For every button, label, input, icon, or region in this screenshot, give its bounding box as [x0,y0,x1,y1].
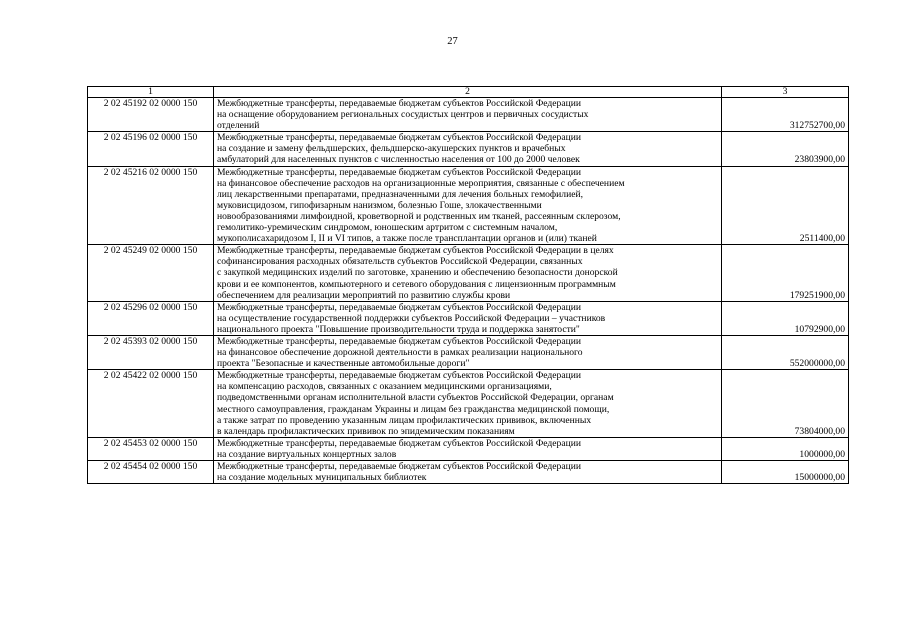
description-cell: Межбюджетные трансферты, передаваемые бюджетам субъектов Российской Федерации на создание и замену фельдшерских, фельдшерско-акушерских пунктов и врачебных амбулаторий для населенных пунктов с численностью населения от 100 до 2000 человек [214,132,722,166]
description-cell: Межбюджетные трансферты, передаваемые бюджетам субъектов Российской Федерации в целях софинансирования расходных обязательств субъектов Российской Федерации, связанных с закупкой медицинских изделий по заготовке, хранению и обеспечению безопасности донорской крови и ее компонентов, компьютерного и сетевого оборудования с лицензионным программным обеспечением для реализации мероприятий по развитию службы крови [214,245,722,301]
description-cell: Межбюджетные трансферты, передаваемые бюджетам субъектов Российской Федерации на компенсацию расходов, связанных с оказанием медицинскими организациями, подведомственными органам исполнительной власти субъектов Российской Федерации, органам местного самоуправления, гражданам Украины и лицам без гражданства медицинской помощи, а также затрат по проведению указанным лицам профилактических прививок, включенных в календарь профилактических прививок по эпидемическим показаниям [214,370,722,438]
description-cell: Межбюджетные трансферты, передаваемые бюджетам субъектов Российской Федерации на оснащение оборудованием региональных сосудистых центров и первичных сосудистых отделений [214,98,722,132]
amount-cell: 2511400,00 [722,166,849,245]
budget-code-cell: 2 02 45422 02 0000 150 [88,370,214,438]
budget-code-cell: 2 02 45192 02 0000 150 [88,98,214,132]
amount-cell: 1000000,00 [722,437,849,460]
description-cell: Межбюджетные трансферты, передаваемые бюджетам субъектов Российской Федерации на финансовое обеспечение дорожной деятельности в рамках реализации национального проекта "Безопасные и качественные автомобильные дороги" [214,335,722,369]
amount-cell: 73804000,00 [722,370,849,438]
table-row [88,132,849,166]
table-row [88,335,849,369]
table-body [88,87,849,484]
budget-code-cell: 2 02 45453 02 0000 150 [88,437,214,460]
budget-code-cell: 2 02 45454 02 0000 150 [88,461,214,484]
column-header-1: 1 [88,87,214,98]
table-row [88,461,849,484]
amount-cell: 179251900,00 [722,245,849,301]
description-cell: Межбюджетные трансферты, передаваемые бюджетам субъектов Российской Федерации на осуществление государственной поддержки субъектов Российской Федерации – участников национального проекта "Повышение производительности труда и поддержка занятости" [214,301,722,335]
column-header-3: 3 [722,87,849,98]
table-row [88,245,849,301]
amount-cell: 15000000,00 [722,461,849,484]
column-header-2: 2 [214,87,722,98]
amount-cell: 552000000,00 [722,335,849,369]
table-header-row [88,87,849,98]
description-cell: Межбюджетные трансферты, передаваемые бюджетам субъектов Российской Федерации на создание виртуальных концертных залов [214,437,722,460]
table-row [88,98,849,132]
table-row [88,370,849,438]
description-cell: Межбюджетные трансферты, передаваемые бюджетам субъектов Российской Федерации на финансовое обеспечение расходов на организационные мероприятия, связанные с обеспечением лиц лекарственными препаратами, предназначенными для лечения больных гемофилией, муковисцидозом, гипофизарным нанизмом, болезнью Гоше, злокачественными новообразованиями лимфоидной, кроветворной и родственных им тканей, рассеянным склерозом, гемолитико-уремическим синдромом, юношеским артритом с системным началом, мукополисахаридозом I, II и VI типов, а также после трансплантации органов и (или) тканей [214,166,722,245]
amount-cell: 23803900,00 [722,132,849,166]
table-row [88,166,849,245]
budget-code-cell: 2 02 45249 02 0000 150 [88,245,214,301]
amount-cell: 10792900,00 [722,301,849,335]
budget-table [87,86,849,484]
amount-cell: 312752700,00 [722,98,849,132]
budget-code-cell: 2 02 45216 02 0000 150 [88,166,214,245]
description-cell: Межбюджетные трансферты, передаваемые бюджетам субъектов Российской Федерации на создание модельных муниципальных библиотек [214,461,722,484]
table-row [88,301,849,335]
page-number: 27 [447,36,458,47]
budget-code-cell: 2 02 45196 02 0000 150 [88,132,214,166]
budget-code-cell: 2 02 45393 02 0000 150 [88,335,214,369]
budget-code-cell: 2 02 45296 02 0000 150 [88,301,214,335]
table-row [88,437,849,460]
